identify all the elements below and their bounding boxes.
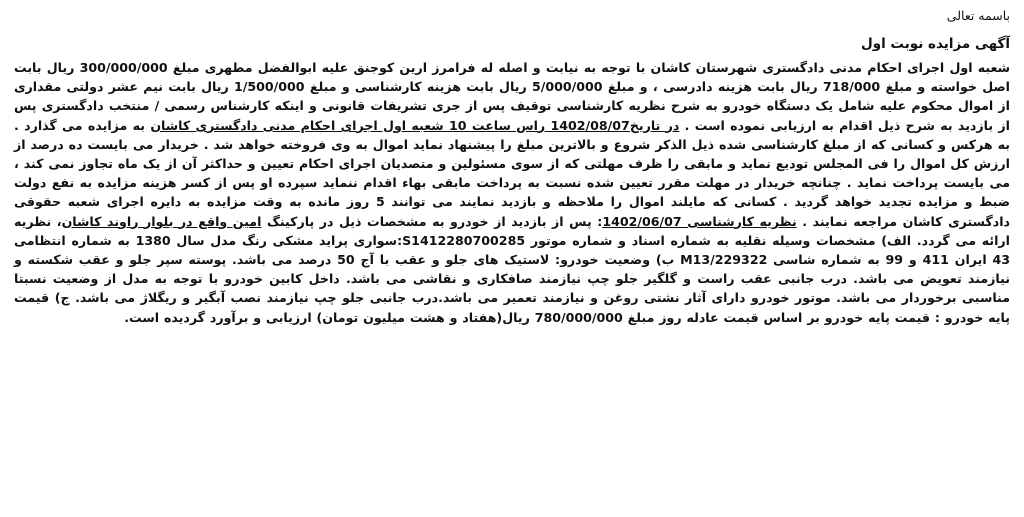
parking-location: امین واقع در بلوار راوند کاشان (61, 213, 262, 229)
body-segment: : پس از بازدید از خودرو به مشخصات ذیل در پارکینگ (261, 213, 603, 229)
body-segment: ریال بابت اصل خواسته و مبلغ (14, 60, 1010, 95)
salutation-heading: باسمه تعالی (946, 8, 1010, 23)
notice-title: آگهی مزایده نوبت اول (861, 36, 1010, 52)
notice-body (14, 58, 1010, 327)
body-segment: ریال بابت هزینه دادرسی ، و مبلغ (602, 79, 823, 95)
body-segment: شعبه اول اجرای احکام مدنی دادگستری شهرستان کاشان با توجه به نیابت و اصله له فرامرز ارین کوجنق علیه ابوالفضل مطهری مبلغ (167, 60, 1010, 75)
body-segment: ، نظریه ارائه می گردد. الف) مشخصات وسیله نقلیه به شماره اسناد و شماره موتور S1412280700285:سواری پراید مشکی رنگ مدل سال 1380 به شماره انتظامی 43 ایران 411 و 99 به شماره شاسی M13/229322 ب) وضعیت خودرو: لاستیک های جلو و عقب با آج 50 درصد می باشد. پوسته سپر جلو و عقب شکسته و نیازمند تعویض می باشد. درب جانبی عقب راست و گلگیر جلو چپ نیازمند صافکاری و نقاشی می باشد. داخل کابین خودرو با توجه به مدل از وضعیت نسبتا مناسبی برخوردار می باشد. موتور خودرو دارای آثار نشتی روغن و نیازمند تعمیر می باشد.درب جانبی جلو چپ نیازمند نصب آبگیر و ریگلاژ می باشد. ج) قیمت پایه خودرو : قیمت پایه خودرو بر اساس قیمت عادله روز مبلغ (14, 213, 1011, 325)
amount-expert-fee: 5/000/000 (531, 79, 603, 95)
base-price-amount: 780/000/000 (534, 309, 623, 325)
amount-government-fee: 1/500/000 (234, 79, 305, 95)
body-segment: ریال(هفتاد و هشت میلیون تومان) ارزیابی و برآورد گردیده است. (124, 309, 535, 325)
amount-principal: 300/000/000 (79, 60, 168, 75)
auction-date-time: در تاریخ1402/08/07 راس ساعت 10 شعبه اول اجرای احکام مدنی دادگستری کاشان (150, 117, 680, 133)
expert-opinion-date: نظریه کارشناسی 1402/06/07 (602, 213, 797, 229)
body-segment: ریال بابت هزینه کارشناسی و مبلغ (304, 79, 532, 95)
body-segment: ریال بابت نیم عشر دولتی مقداری از اموال محکوم علیه شامل یک دستگاه خودرو به شرح نظریه کارشناسی توقیف پس از جری تشریفات قانونی و اینکه کارشناس رسمی / منتخب دادگستری پس از بازدید به شرح ذیل اقدام به ارزیابی نموده است . (14, 79, 1010, 133)
amount-court-fee: 718/000 (822, 79, 881, 95)
body-segment: به مزایده می گذارد . به هرکس و کسانی که از مبلغ کارشناسی شده ذیل الذکر شروع و بالاترین مبلغ را پیشنهاد نماید اموال به وی فروخته خواهد شد . خریدار می بایست ده درصد از ارزش کل اموال را فی المجلس تودیع نماید و مابقی را ظرف مهلتی که از سوی مسئولین و متصدیان اجرای احکام تعیین و حداکثر آن از یک ماه تجاوز نمی کند ، می بایست پرداخت نماید . چنانچه خریدار در مهلت مقرر تعیین شده نسبت به پرداخت مابقی بهاء اقدام ننماید سپرده او پس از کسر هزینه مزایده به نفع دولت ضبط و مزایده تجدید خواهد گردید . کسانی که مایلند اموال را ملاحظه و بازدید نمایند می توانند 5 روز مانده به وقت مزایده به دایره اجرای شعبه حقوقی دادگستری کاشان مراجعه نمایند . (14, 117, 1010, 229)
